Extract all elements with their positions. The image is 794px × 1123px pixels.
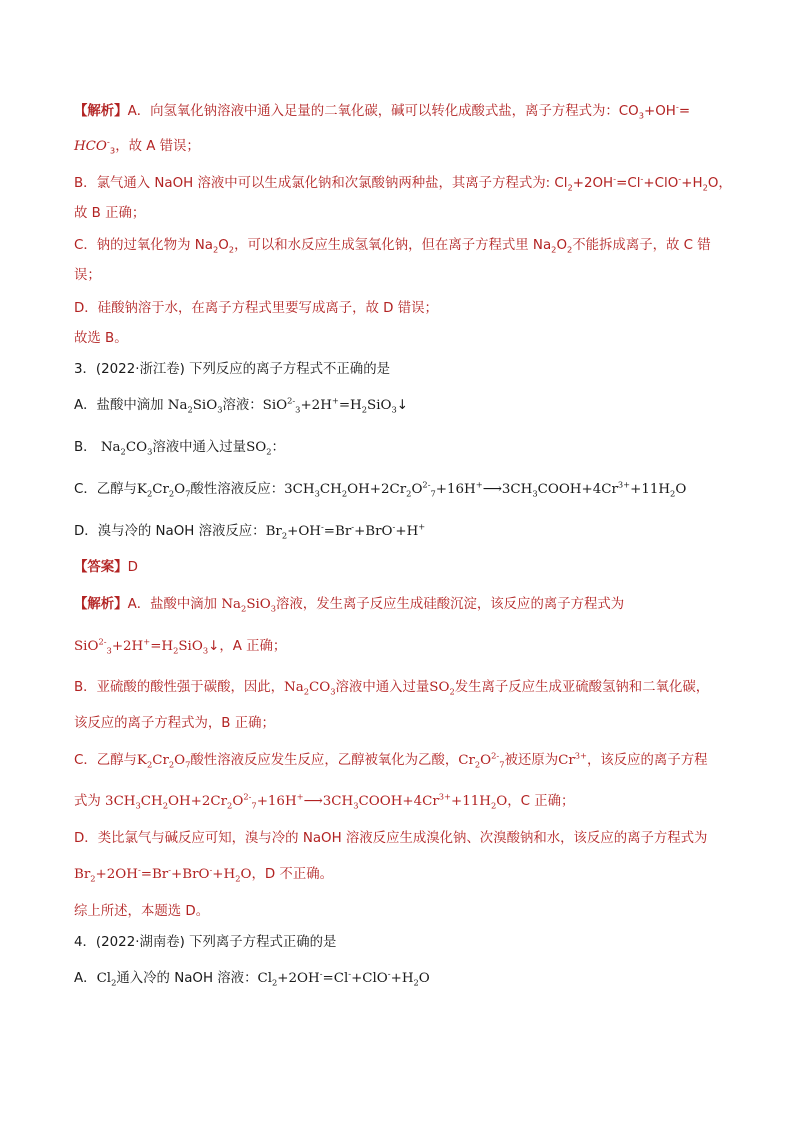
question-4-stem: 4．(2022·湖南卷) 下列离子方程式正确的是 bbox=[74, 935, 337, 950]
explanation-line-3: B．氯气通入 NaOH 溶液中可以生成氯化钠和次氯酸钠两种盐，其离子方程式为: $Cl_2+2OH^-=Cl^-+ClO^-+H_2O$， bbox=[74, 173, 732, 193]
answer-value: D bbox=[127, 560, 138, 575]
explanation-line-4: 故 B 正确； bbox=[74, 206, 146, 221]
q3-explanation-line-2: $SiO^{2-}_3+2H^+=H_2SiO_3↓$，A 正确； bbox=[74, 636, 287, 656]
explanation-line-2: $HCO^-_3$，故 A 错误； bbox=[74, 136, 200, 156]
explanation-line-8: 故选 B。 bbox=[74, 331, 128, 346]
q3-explanation-line-8: $Br_2+2OH^-=Br^-+BrO^-+H_2O$，D 不正确。 bbox=[74, 864, 333, 884]
answer-tag: 【答案】 bbox=[74, 560, 128, 575]
question-3-option-a: A．盐酸中滴加 $Na_2SiO_3$溶液：$SiO^{2-}_3+2H^+=H_2SiO_3↓$ bbox=[74, 395, 408, 415]
explanation-tag: 【解析】 bbox=[74, 104, 128, 119]
q3-explanation-line-9: 综上所述，本题选 D。 bbox=[74, 904, 210, 919]
q3-explanation-line-4: 该反应的离子方程式为，B 正确； bbox=[74, 716, 275, 731]
question-3-stem: 3．(2022·浙江卷) 下列反应的离子方程式不正确的是 bbox=[74, 362, 390, 377]
explanation-line-1: 【解析】A．向氢氧化钠溶液中通入足量的二氧化碳，碱可以转化成酸式盐，离子方程式为：$CO_3+OH^-=$ bbox=[74, 101, 691, 121]
q3-explanation-line-6: 式为 $3CH_3CH_2OH+2Cr_2O^{2-}_7+16H^+⟶3CH_3COOH+4Cr^{3+}+11H_2O$，C 正确； bbox=[74, 791, 575, 811]
answer-line bbox=[74, 559, 734, 577]
explanation-line-5: C．钠的过氧化物为 $Na_2O_2$，可以和水反应生成氢氧化钠，但在离子方程式里 $Na_2O_2$不能拆成离子，故 C 错 bbox=[74, 238, 711, 255]
q3-explanation-line-5: C．乙醇与$K_2Cr_2O_7$酸性溶液反应发生反应，乙醇被氧化为乙酸，$Cr_2O^{2-}_7$被还原为$Cr^{3+}$，该反应的离子方程 bbox=[74, 750, 708, 770]
q3-explanation-line-1: 【解析】A．盐酸中滴加 $Na_2SiO_3$溶液，发生离子反应生成硅酸沉淀，该反应的离子方程式为 bbox=[74, 597, 625, 614]
question-4-option-a: A．$Cl_2$通入冷的 NaOH 溶液：$Cl_2+2OH^-=Cl^-+ClO^-+H_2O$ bbox=[74, 968, 430, 988]
question-3-option-c: C．乙醇与$K_2Cr_2O_7$酸性溶液反应：$3CH_3CH_2OH+2Cr_2O^{2-}_7+16H^+⟶3CH_3COOH+4Cr^{3+}+11H_2O$ bbox=[74, 479, 687, 499]
explanation-line-6: 误； bbox=[74, 268, 101, 283]
question-3-option-b: B． $Na_2CO_3$溶液中通入过量$SO_2$： bbox=[74, 440, 285, 457]
q3-explanation-line-7: D．类比氯气与碱反应可知，溴与冷的 NaOH 溶液反应生成溴化钠、次溴酸钠和水，该反应的离子方程式为 bbox=[74, 831, 708, 846]
explanation-line-7: D．硅酸钠溶于水，在离子方程式里要写成离子，故 D 错误； bbox=[74, 301, 438, 316]
question-3-option-d: D．溴与冷的 NaOH 溶液反应：$Br_2+OH^-=Br^-+BrO^-+H^+$ bbox=[74, 521, 426, 541]
q3-explanation-line-3: B．亚硫酸的酸性强于碳酸，因此，$Na_2CO_3$溶液中通入过量$SO_2$发生离子反应生成亚硫酸氢钠和二氧化碳， bbox=[74, 680, 710, 697]
